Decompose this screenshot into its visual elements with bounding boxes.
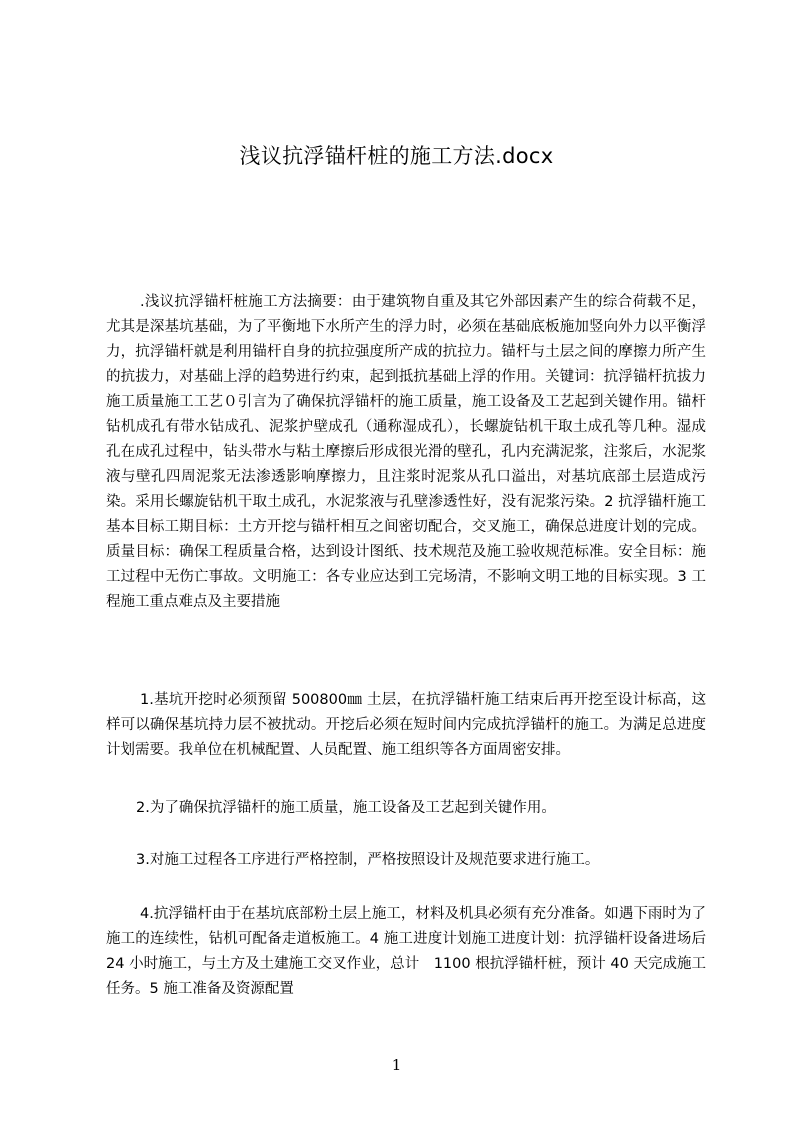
page-number: 1 [391, 1056, 402, 1074]
paragraph-measure-4: 4.抗浮锚杆由于在基坑底部粉土层上施工，材料及机具必须有充分准备。如遇下雨时为了施工的连续性，钻机可配备走道板施工。4 施工进度计划施工进度计划：抗浮锚杆设备进场后 24 小时施工，与土方及土建施工交叉作业，总计 1100 根抗浮锚杆桩，预计 40 天完成施工任务。5 施工准备及资源配置 [106, 906, 706, 997]
paragraph-measure-3: 3.对施工过程各工序进行严格控制，严格按照设计及规范要求进行施工。 [136, 852, 600, 868]
paragraph-abstract: .浅议抗浮锚杆桩施工方法摘要：由于建筑物自重及其它外部因素产生的综合荷载不足，尤其是深基坑基础，为了平衡地下水所产生的浮力时，必须在基础底板施加竖向外力以平衡浮力，抗浮锚杆就是利用锚杆自身的抗拉强度所产成的抗拉力。锚杆与土层之间的摩擦力所产生的抗拔力，对基础上浮的趋势进行约束，起到抵抗基础上浮的作用。关键词：抗浮锚杆抗拔力施工质量施工工艺０引言为了确保抗浮锚杆的施工质量，施工设备及工艺起到关键作用。锚杆钻机成孔有带水钻成孔、泥浆护壁成孔（通称湿成孔），长螺旋钻机干取土成孔等几种。湿成孔在成孔过程中，钻头带水与粘土摩擦后形成很光滑的壁孔，孔内充满泥浆，注浆后，水泥浆液与壁孔四周泥浆无法渗透影响摩擦力，且注浆时泥浆从孔口溢出，对基坑底部土层造成污染。采用长螺旋钻机干取土成孔，水泥浆液与孔壁渗透性好，没有泥浆污染。2 抗浮锚杆施工基本目标工期目标：土方开挖与锚杆相互之间密切配合，交叉施工，确保总进度计划的完成。质量目标：确保工程质量合格，达到设计图纸、技术规范及施工验收规范标准。安全目标：施工过程中无伤亡事故。文明施工：各专业应达到工完场清，不影响文明工地的目标实现。3 工程施工重点难点及主要措施 [106, 294, 706, 610]
document-title: 浅议抗浮锚杆桩的施工方法.docx [239, 144, 554, 168]
paragraph-measure-2: 2.为了确保抗浮锚杆的施工质量，施工设备及工艺起到关键作用。 [136, 800, 556, 816]
paragraph-measure-1: 1.基坑开挖时必须预留 500800㎜ 土层，在抗浮锚杆施工结束后再开挖至设计标高，这样可以确保基坑持力层不被扰动。开挖后必须在短时间内完成抗浮锚杆的施工。为满足总进度计划需要。我单位在机械配置、人员配置、施工组织等各方面周密安排。 [106, 692, 706, 758]
